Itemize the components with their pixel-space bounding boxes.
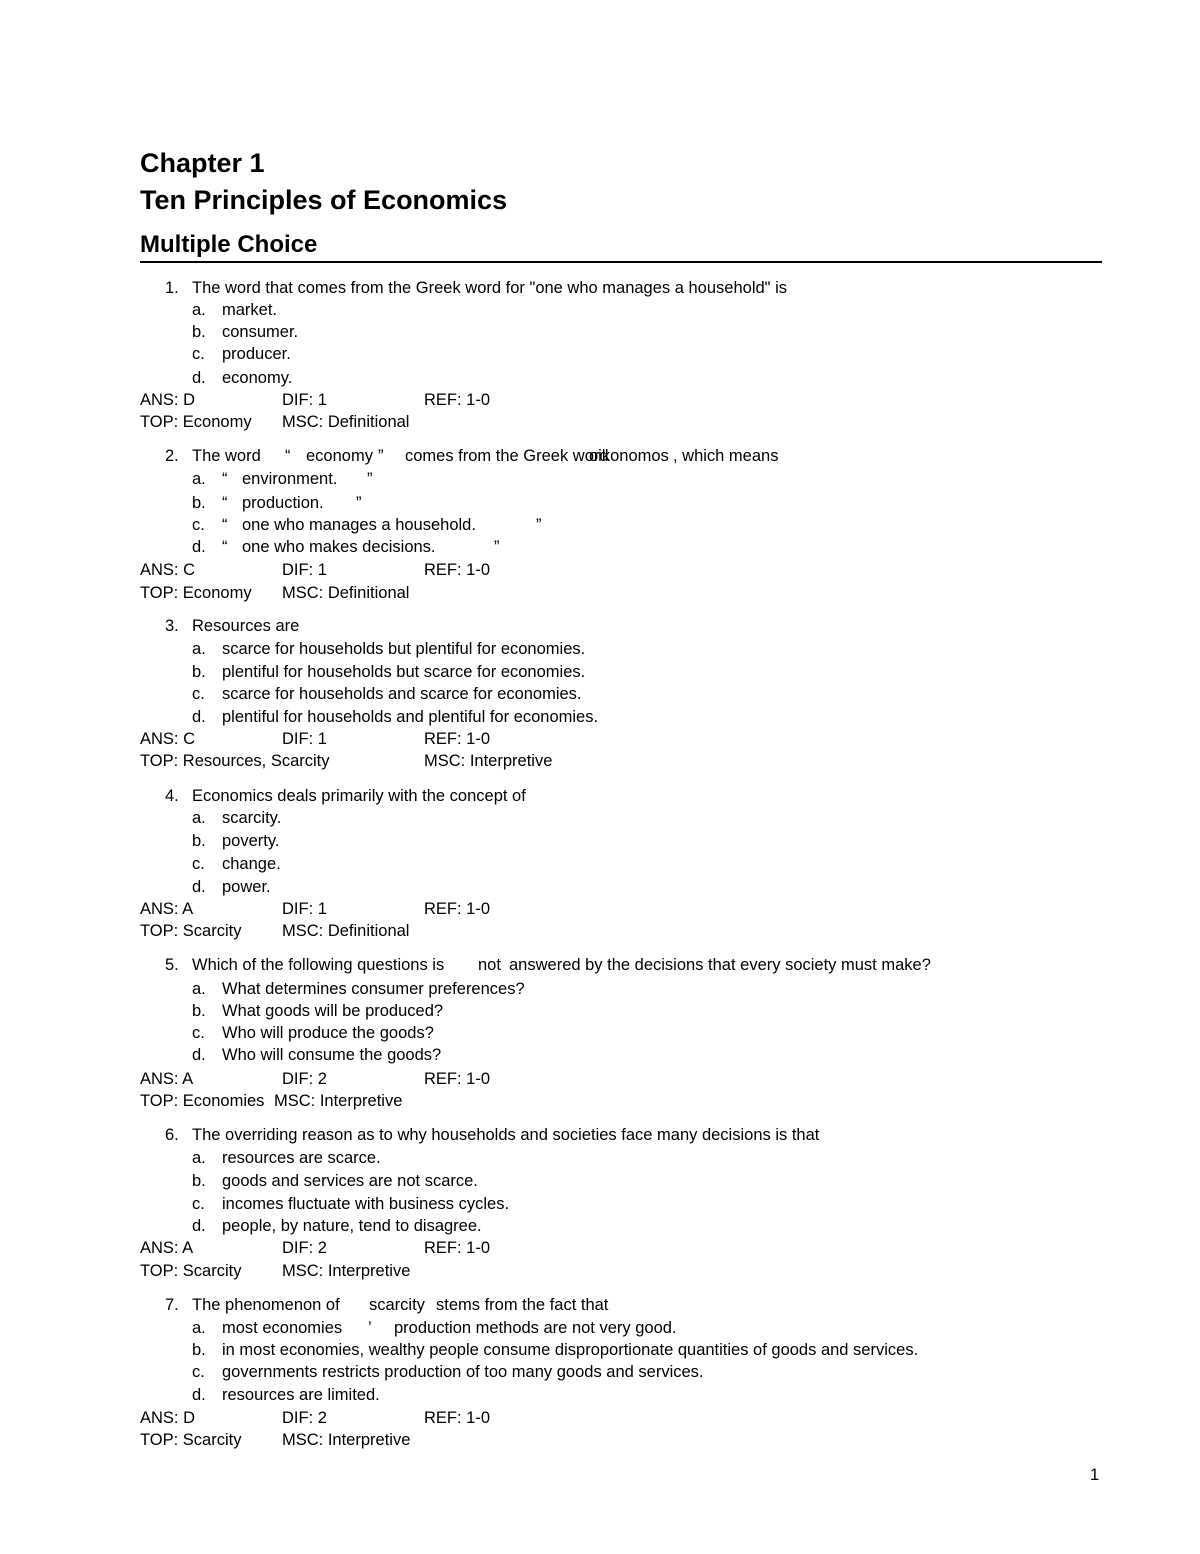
answer-key: ANS: D bbox=[140, 1409, 196, 1427]
option-letter: d. bbox=[192, 878, 206, 896]
option-text: Who will consume the goods? bbox=[222, 1046, 442, 1064]
close-quote: ” bbox=[356, 494, 362, 512]
difficulty: DIF: 1 bbox=[282, 730, 327, 748]
question-stem-part: comes from the Greek word bbox=[405, 447, 609, 465]
option-letter: a. bbox=[192, 809, 206, 827]
option-text: governments restricts production of too many goods and services. bbox=[222, 1363, 704, 1381]
topic: TOP: Scarcity bbox=[140, 922, 242, 940]
answer-key: ANS: C bbox=[140, 730, 196, 748]
question-number: 5. bbox=[165, 956, 179, 974]
reference: REF: 1-0 bbox=[424, 1409, 491, 1427]
option-text: scarce for households and scarce for economies. bbox=[222, 685, 582, 703]
option-text-part: most economies bbox=[222, 1319, 343, 1337]
close-quote: ” bbox=[378, 447, 384, 465]
option-text: power. bbox=[222, 878, 271, 896]
question-number: 7. bbox=[165, 1296, 179, 1314]
reference: REF: 1-0 bbox=[424, 900, 491, 918]
option-letter: b. bbox=[192, 832, 206, 850]
option-text: plentiful for households but scarce for economies. bbox=[222, 663, 586, 681]
answer-key: ANS: A bbox=[140, 900, 194, 918]
option-letter: c. bbox=[192, 345, 205, 363]
option-letter: c. bbox=[192, 855, 205, 873]
option-letter: a. bbox=[192, 1149, 206, 1167]
topic: TOP: Scarcity bbox=[140, 1262, 242, 1280]
option-text: What determines consumer preferences? bbox=[222, 980, 525, 998]
option-letter: a. bbox=[192, 980, 206, 998]
difficulty: DIF: 1 bbox=[282, 900, 327, 918]
difficulty: DIF: 1 bbox=[282, 561, 327, 579]
option-text: people, by nature, tend to disagree. bbox=[222, 1217, 482, 1235]
option-letter: c. bbox=[192, 1363, 205, 1381]
option-text: change. bbox=[222, 855, 281, 873]
question-stem-part: oikonomos bbox=[589, 447, 669, 465]
option-letter: d. bbox=[192, 538, 206, 556]
question-stem: The word that comes from the Greek word for "one who manages a household" is bbox=[192, 279, 788, 297]
option-text: environment. bbox=[242, 470, 338, 488]
difficulty: DIF: 2 bbox=[282, 1409, 327, 1427]
question-stem-part: The phenomenon of bbox=[192, 1296, 340, 1314]
option-text: consumer. bbox=[222, 323, 299, 341]
option-letter: b. bbox=[192, 1172, 206, 1190]
option-letter: d. bbox=[192, 708, 206, 726]
chapter-title: Ten Principles of Economics bbox=[140, 185, 508, 215]
option-text: market. bbox=[222, 301, 278, 319]
reference: REF: 1-0 bbox=[424, 1070, 491, 1088]
question-number: 3. bbox=[165, 617, 179, 635]
option-text: What goods will be produced? bbox=[222, 1002, 444, 1020]
section-divider bbox=[140, 261, 1102, 263]
option-letter: b. bbox=[192, 1002, 206, 1020]
misc-category: MSC: Interpretive bbox=[282, 1431, 411, 1449]
reference: REF: 1-0 bbox=[424, 561, 491, 579]
close-quote: ” bbox=[494, 538, 500, 556]
option-text-part: production methods are not very good. bbox=[394, 1319, 677, 1337]
open-quote: “ bbox=[222, 494, 228, 512]
difficulty: DIF: 2 bbox=[282, 1070, 327, 1088]
question-stem-part: The word bbox=[192, 447, 261, 465]
option-text: goods and services are not scarce. bbox=[222, 1172, 478, 1190]
option-letter: d. bbox=[192, 1386, 206, 1404]
option-text: scarce for households but plentiful for economies. bbox=[222, 640, 586, 658]
option-letter: b. bbox=[192, 663, 206, 681]
option-letter: c. bbox=[192, 516, 205, 534]
question-stem-part: economy bbox=[306, 447, 373, 465]
option-letter: c. bbox=[192, 685, 205, 703]
chapter-heading: Chapter 1 bbox=[140, 148, 265, 178]
option-letter: a. bbox=[192, 470, 206, 488]
option-letter: a. bbox=[192, 1319, 206, 1337]
misc-category: MSC: Definitional bbox=[282, 584, 410, 602]
question-number: 6. bbox=[165, 1126, 179, 1144]
question-stem-emphasis: scarcity bbox=[369, 1296, 425, 1314]
open-quote: “ bbox=[222, 470, 228, 488]
question-stem-emphasis: not bbox=[478, 956, 501, 974]
option-text: poverty. bbox=[222, 832, 280, 850]
topic: TOP: Resources, Scarcity bbox=[140, 752, 330, 770]
option-letter: a. bbox=[192, 640, 206, 658]
option-letter: b. bbox=[192, 323, 206, 341]
option-letter: d. bbox=[192, 369, 206, 387]
open-quote: “ bbox=[285, 447, 291, 465]
question-number: 1. bbox=[165, 279, 179, 297]
option-text: plentiful for households and plentiful for economies. bbox=[222, 708, 599, 726]
option-text: one who makes decisions. bbox=[242, 538, 436, 556]
option-text: resources are scarce. bbox=[222, 1149, 381, 1167]
option-text: in most economies, wealthy people consume disproportionate quantities of goods and services. bbox=[222, 1341, 919, 1359]
question-stem: Economics deals primarily with the concept of bbox=[192, 787, 526, 805]
question-stem-part: Which of the following questions is bbox=[192, 956, 445, 974]
question-stem-part: stems from the fact that bbox=[436, 1296, 609, 1314]
topic: TOP: Economies bbox=[140, 1092, 265, 1110]
question-stem: Resources are bbox=[192, 617, 300, 635]
answer-key: ANS: C bbox=[140, 561, 196, 579]
option-text: economy. bbox=[222, 369, 293, 387]
reference: REF: 1-0 bbox=[424, 1239, 491, 1257]
misc-category: MSC: Interpretive bbox=[282, 1262, 411, 1280]
topic: TOP: Economy bbox=[140, 413, 252, 431]
close-quote: ” bbox=[367, 470, 373, 488]
answer-key: ANS: A bbox=[140, 1239, 194, 1257]
question-number: 2. bbox=[165, 447, 179, 465]
difficulty: DIF: 2 bbox=[282, 1239, 327, 1257]
misc-category: MSC: Definitional bbox=[282, 922, 410, 940]
option-letter: b. bbox=[192, 1341, 206, 1359]
reference: REF: 1-0 bbox=[424, 391, 491, 409]
option-text: producer. bbox=[222, 345, 291, 363]
question-number: 4. bbox=[165, 787, 179, 805]
question-stem-part: answered by the decisions that every society must make? bbox=[509, 956, 931, 974]
answer-key: ANS: A bbox=[140, 1070, 194, 1088]
option-text: incomes fluctuate with business cycles. bbox=[222, 1195, 510, 1213]
option-letter: b. bbox=[192, 494, 206, 512]
option-text: Who will produce the goods? bbox=[222, 1024, 434, 1042]
difficulty: DIF: 1 bbox=[282, 391, 327, 409]
topic: TOP: Scarcity bbox=[140, 1431, 242, 1449]
option-text: one who manages a household. bbox=[242, 516, 476, 534]
misc-category: MSC: Interpretive bbox=[274, 1092, 403, 1110]
open-quote: “ bbox=[222, 538, 228, 556]
section-heading: Multiple Choice bbox=[140, 231, 318, 258]
misc-category: MSC: Definitional bbox=[282, 413, 410, 431]
option-letter: d. bbox=[192, 1046, 206, 1064]
option-text: resources are limited. bbox=[222, 1386, 380, 1404]
option-text: scarcity. bbox=[222, 809, 282, 827]
question-stem-part: , which means bbox=[673, 447, 779, 465]
apostrophe: ’ bbox=[368, 1319, 372, 1337]
topic: TOP: Economy bbox=[140, 584, 252, 602]
reference: REF: 1-0 bbox=[424, 730, 491, 748]
open-quote: “ bbox=[222, 516, 228, 534]
option-letter: d. bbox=[192, 1217, 206, 1235]
question-stem: The overriding reason as to why households and societies face many decisions is that bbox=[192, 1126, 820, 1144]
answer-key: ANS: D bbox=[140, 391, 196, 409]
option-letter: a. bbox=[192, 301, 206, 319]
option-letter: c. bbox=[192, 1024, 205, 1042]
close-quote: ” bbox=[536, 516, 542, 534]
page-number: 1 bbox=[1090, 1466, 1100, 1484]
option-letter: c. bbox=[192, 1195, 205, 1213]
option-text: production. bbox=[242, 494, 324, 512]
misc-category: MSC: Interpretive bbox=[424, 752, 553, 770]
